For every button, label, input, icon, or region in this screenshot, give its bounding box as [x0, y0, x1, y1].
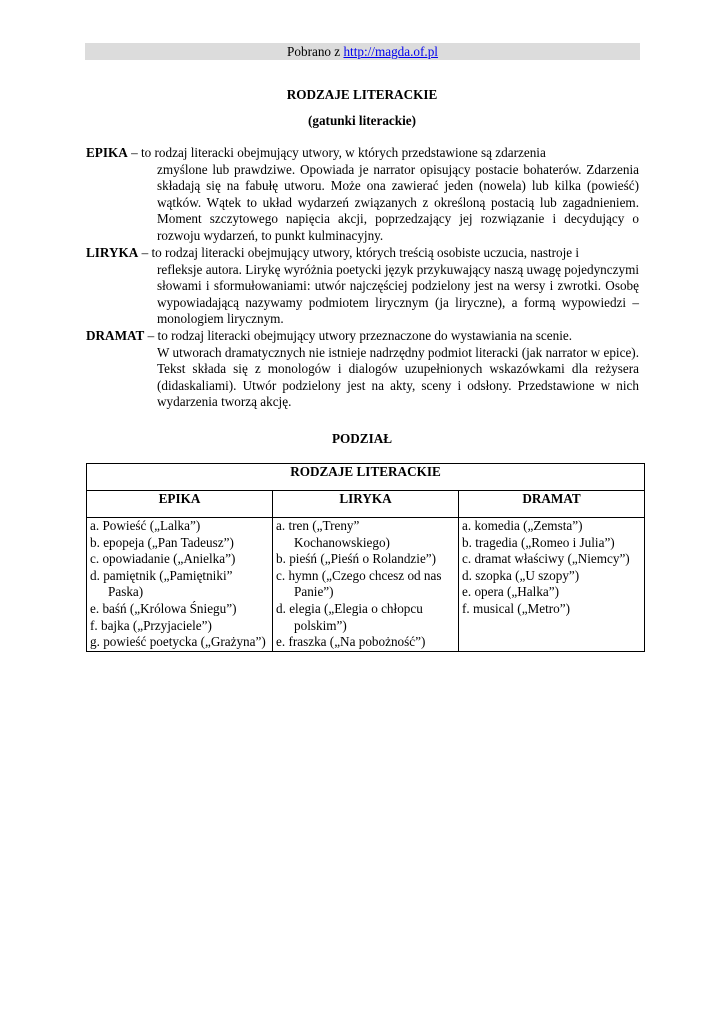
source-link[interactable]: http://magda.of.pl [343, 44, 438, 59]
list-item: d. elegia („Elegia o chłopcu polskim”) [276, 600, 423, 633]
definition-body: refleksje autora. Lirykę wyróżnia poetycki język przykuwający naszą uwagę pojedynczymi słowami i sformułowaniami: utwór najczęściej podzielony jest na wersy i zwrotki. Osobę wypowiadającą nazywamy podmiotem lirycznym (ja liryczne), a formą wypowiedzi – monologiem lirycznym. [157, 261, 639, 327]
column-header-dramat: DRAMAT [459, 491, 645, 518]
list-item: c. dramat właściwy („Niemcy”) [462, 551, 630, 567]
list-item: f. bajka („Przyjaciele”) [90, 617, 212, 633]
document-subtitle: (gatunki literackie) [307, 113, 417, 128]
definition-lead: – to rodzaj literacki obejmujący utwory, w których przedstawione są zdarzenia [127, 145, 546, 160]
definition-body: zmyślone lub prawdziwe. Opowiada je narrator opisujący postacie bohaterów. Zdarzenia składają się na fabułę utworu. Może ona zawierać jeden (nowela) lub kilka (powieść) wątków. Wątek to układ wydarzeń związanych z określoną postacią lub zagadnieniem. Moment szczytowego napięcia akcji, poprzedzający jej rozwiązanie i decydujący o rozwoju wydarzeń, to punkt kulminacyjny. [157, 161, 639, 243]
list-item: e. opera („Halka”) [462, 584, 560, 600]
column-liryka [273, 518, 459, 652]
definition-body: W utworach dramatycznych nie istnieje nadrzędny podmiot literacki (jak narrator w epice). Tekst składa się z monologów i dialogów uzupełnionych wskazówkami dla reżysera (didaskaliami). Utwór podzielony jest na akty, sceny i odsłony. Przedstawione w nich wydarzenia tworzą akcję. [157, 344, 639, 410]
banner-prefix: Pobrano z [287, 44, 344, 59]
definition-term: EPIKA [86, 145, 128, 160]
list-item: d. pamiętnik („Pamiętniki” Paska) [90, 567, 233, 600]
list-item: a. tren („Treny” Kochanowskiego) [276, 518, 390, 550]
table-column-header-row [87, 491, 645, 518]
definition-first-line [86, 145, 639, 162]
list-item: a. Powieść („Lalka”) [90, 518, 201, 533]
column-epika [87, 518, 273, 652]
column-dramat [459, 518, 645, 652]
definition-liryka [86, 245, 639, 328]
genres-table [86, 463, 645, 652]
definition-dramat [86, 328, 639, 411]
column-header-epika: EPIKA [87, 491, 273, 518]
list-item: a. komedia („Zemsta”) [462, 518, 583, 533]
list-item: c. opowiadanie („Anielka”) [90, 551, 236, 567]
list-item: b. epopeja („Pan Tadeusz”) [90, 534, 234, 550]
download-source-banner [85, 43, 640, 60]
definition-term: DRAMAT [86, 328, 145, 343]
section-title: PODZIAŁ [331, 431, 393, 446]
list-item: g. powieść poetycka („Grażyna”) [90, 634, 266, 650]
document-title: RODZAJE LITERACKIE [286, 87, 438, 102]
table-heading: RODZAJE LITERACKIE [87, 464, 645, 491]
table-row [87, 518, 645, 652]
list-item: e. baśń („Królowa Śniegu”) [90, 600, 237, 616]
list-item: e. fraszka („Na pobożność”) [276, 634, 426, 650]
table-heading-row [87, 464, 645, 491]
definition-lead: – to rodzaj literacki obejmujący utwory przeznaczone do wystawiania na scenie. [144, 328, 573, 343]
list-item: c. hymn („Czego chcesz od nas Panie”) [276, 567, 442, 600]
definition-epika [86, 145, 639, 245]
definition-first-line [86, 245, 639, 262]
list-item: d. szopka („U szopy”) [462, 567, 580, 583]
list-item: b. pieśń („Pieśń o Rolandzie”) [276, 551, 437, 567]
definition-first-line [86, 328, 639, 345]
definition-lead: – to rodzaj literacki obejmujący utwory, których treścią osobiste uczucia, nastroje i [138, 245, 580, 260]
list-item: b. tragedia („Romeo i Julia”) [462, 534, 615, 550]
column-header-liryka: LIRYKA [273, 491, 459, 518]
list-item: f. musical („Metro”) [462, 600, 571, 616]
definition-term: LIRYKA [86, 245, 139, 260]
